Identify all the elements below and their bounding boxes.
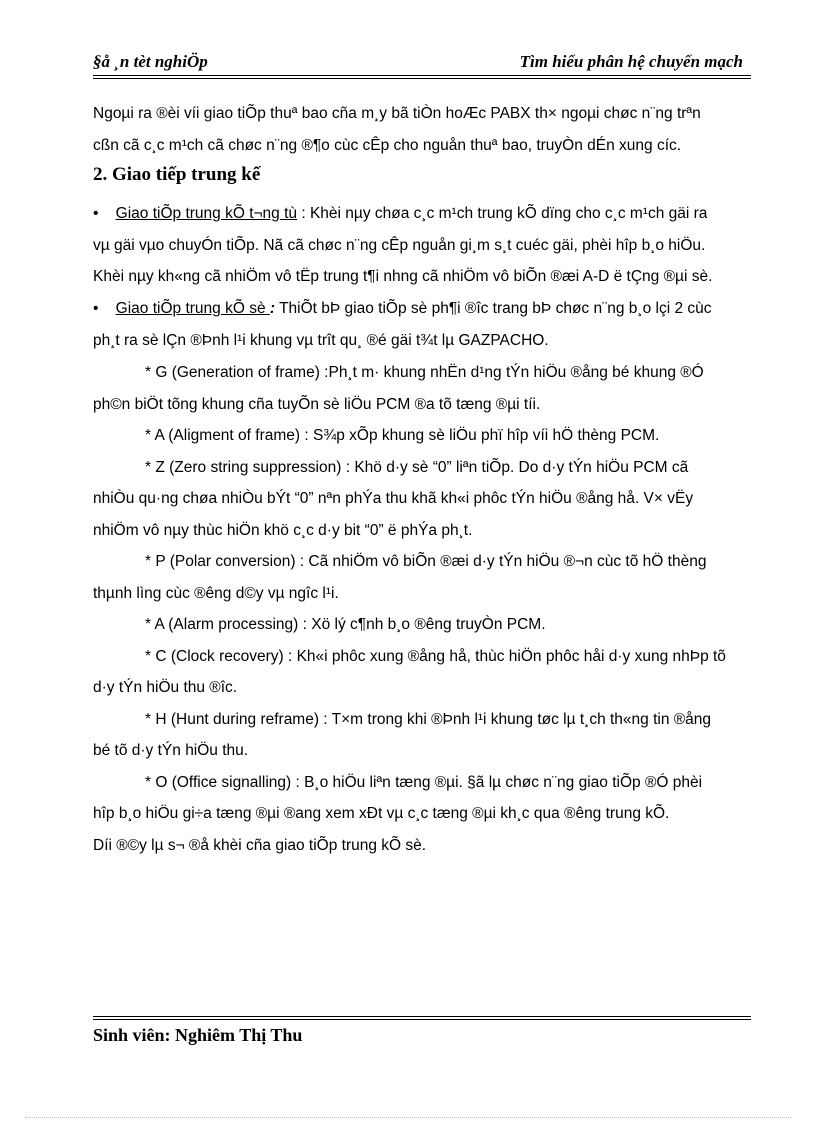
bullet-text: vµ gäi vµo chuyÓn tiÕp. Nã cã chøc n¨ng cÊp nguån gi¸m s¸t cuéc gäi, phèi hîp b¸o hiÖu.: [93, 236, 706, 254]
page-bottom-divider: [25, 1117, 791, 1118]
bullet-colon: :: [269, 300, 276, 317]
function-line: nhiÒu qu·ng chøa nhiÒu bÝt “0” nªn phÝa thu khã kh«i phôc tÝn hiÖu ®ång hå. V× vËy: [93, 490, 694, 507]
bullet-text: ThiÕt bÞ giao tiÕp sè ph¶i ®îc trang bÞ chøc n¨ng b¸o lçi 2 cùc: [275, 300, 712, 317]
bullet-digital-trunk: [93, 293, 751, 356]
intro-paragraph: [93, 98, 751, 161]
function-line: * G (Generation of frame) :Ph¸t m· khung nhËn d¹ng tÝn hiÖu ®ång bé khung ®Ó: [145, 364, 704, 381]
bullet-marker: •: [93, 205, 99, 222]
header-rule-top: [93, 75, 751, 76]
bullet-marker: •: [93, 300, 99, 317]
bullet-analog-trunk: [93, 198, 751, 293]
footer-rule-bottom: [93, 1019, 751, 1020]
function-line: nhiÖm vô nµy thùc hiÖn khö c¸c d·y bit “0” ë phÝa ph¸t.: [93, 521, 473, 539]
function-line: hîp b¸o hiÖu gi÷a tæng ®µi ®ang xem xÐt vµ c¸c tæng ®µi kh¸c qua ®êng trung kÕ.: [93, 805, 670, 822]
function-line: * H (Hunt during reframe) : T×m trong khi ®Þnh l¹i khung tøc lµ t¸ch th«ng tin ®ång: [145, 710, 712, 728]
intro-line: Ngoµi ra ®èi víi giao tiÕp thuª bao cña m¸y bã tiÒn hoÆc PABX th× ngoµi chøc n¨ng trªn: [93, 105, 701, 122]
closing-line: Díi ®©y lµ s¬ ®å khèi cña giao tiÕp trung kÕ sè.: [93, 836, 427, 854]
footer-rule-top: [93, 1016, 751, 1017]
header-rule-bottom: [93, 78, 751, 79]
function-line: * A (Aligment of frame) : S¾p xÕp khung sè liÖu phï hîp víi hÖ thèng PCM.: [145, 427, 660, 444]
bullet-text: : Khèi nµy chøa c¸c m¹ch trung kÕ dïng cho c¸c m¹ch gäi ra: [297, 205, 708, 222]
function-line: * A (Alarm processing) : Xö lý c¶nh b¸o ®êng truyÒn PCM.: [145, 616, 546, 633]
header-chapter-title: Tìm hiểu phân hệ chuyển mạch: [519, 52, 743, 71]
section-heading: 2. Giao tiếp trung kế: [93, 164, 261, 185]
header-document-title: §å ¸n tèt nghiÖp: [93, 52, 208, 71]
function-line: * O (Office signalling) : B¸o hiÖu liªn tæng ®µi. §ã lµ chøc n¨ng giao tiÕp ®Ó phèi: [145, 773, 703, 791]
bullet-text: Khèi nµy kh«ng cã nhiÖm vô tËp trung t¶i nhng cã nhiÖm vô biÕn ®æi A-D ë tÇng ®µi sè.: [93, 268, 713, 285]
intro-line: cßn cã c¸c m¹ch cã chøc n¨ng ®¶o cùc cÊp cho nguån thuª bao, truyÒn dÉn xung cíc.: [93, 136, 682, 154]
page-header: [93, 52, 751, 74]
function-list: [93, 357, 751, 861]
function-line: * P (Polar conversion) : Cã nhiÖm vô biÕn ®æi d·y tÝn hiÖu ®¬n cùc tõ hÖ thèng: [145, 553, 707, 570]
footer-student-name: Sinh viên: Nghiêm Thị Thu: [93, 1025, 303, 1045]
function-line: * C (Clock recovery) : Kh«i phôc xung ®ång hå, thùc hiÖn phôc håi d·y xung nhÞp tõ: [145, 647, 726, 665]
bullet-title: Giao tiÕp trung kÕ t¬ng tù: [115, 205, 298, 222]
function-line: d·y tÝn hiÖu thu ®îc.: [93, 679, 238, 696]
function-line: thµnh lìng cùc ®êng d©y vµ ngîc l¹i.: [93, 584, 339, 602]
function-line: ph©n biÖt tõng khung cña tuyÕn sè liÖu PCM ®a tõ tæng ®µi tíi.: [93, 395, 541, 413]
bullet-text: ph¸t ra sè lÇn ®Þnh l¹i khung vµ trît qu¸ ®é gäi t¾t lµ GAZPACHO.: [93, 331, 549, 349]
function-line: bé tõ d·y tÝn hiÖu thu.: [93, 742, 249, 759]
bullet-title: Giao tiÕp trung kÕ sè: [115, 300, 270, 317]
function-line: * Z (Zero string suppression) : Khö d·y sè “0” liªn tiÕp. Do d·y tÝn hiÖu PCM cã: [145, 458, 689, 476]
